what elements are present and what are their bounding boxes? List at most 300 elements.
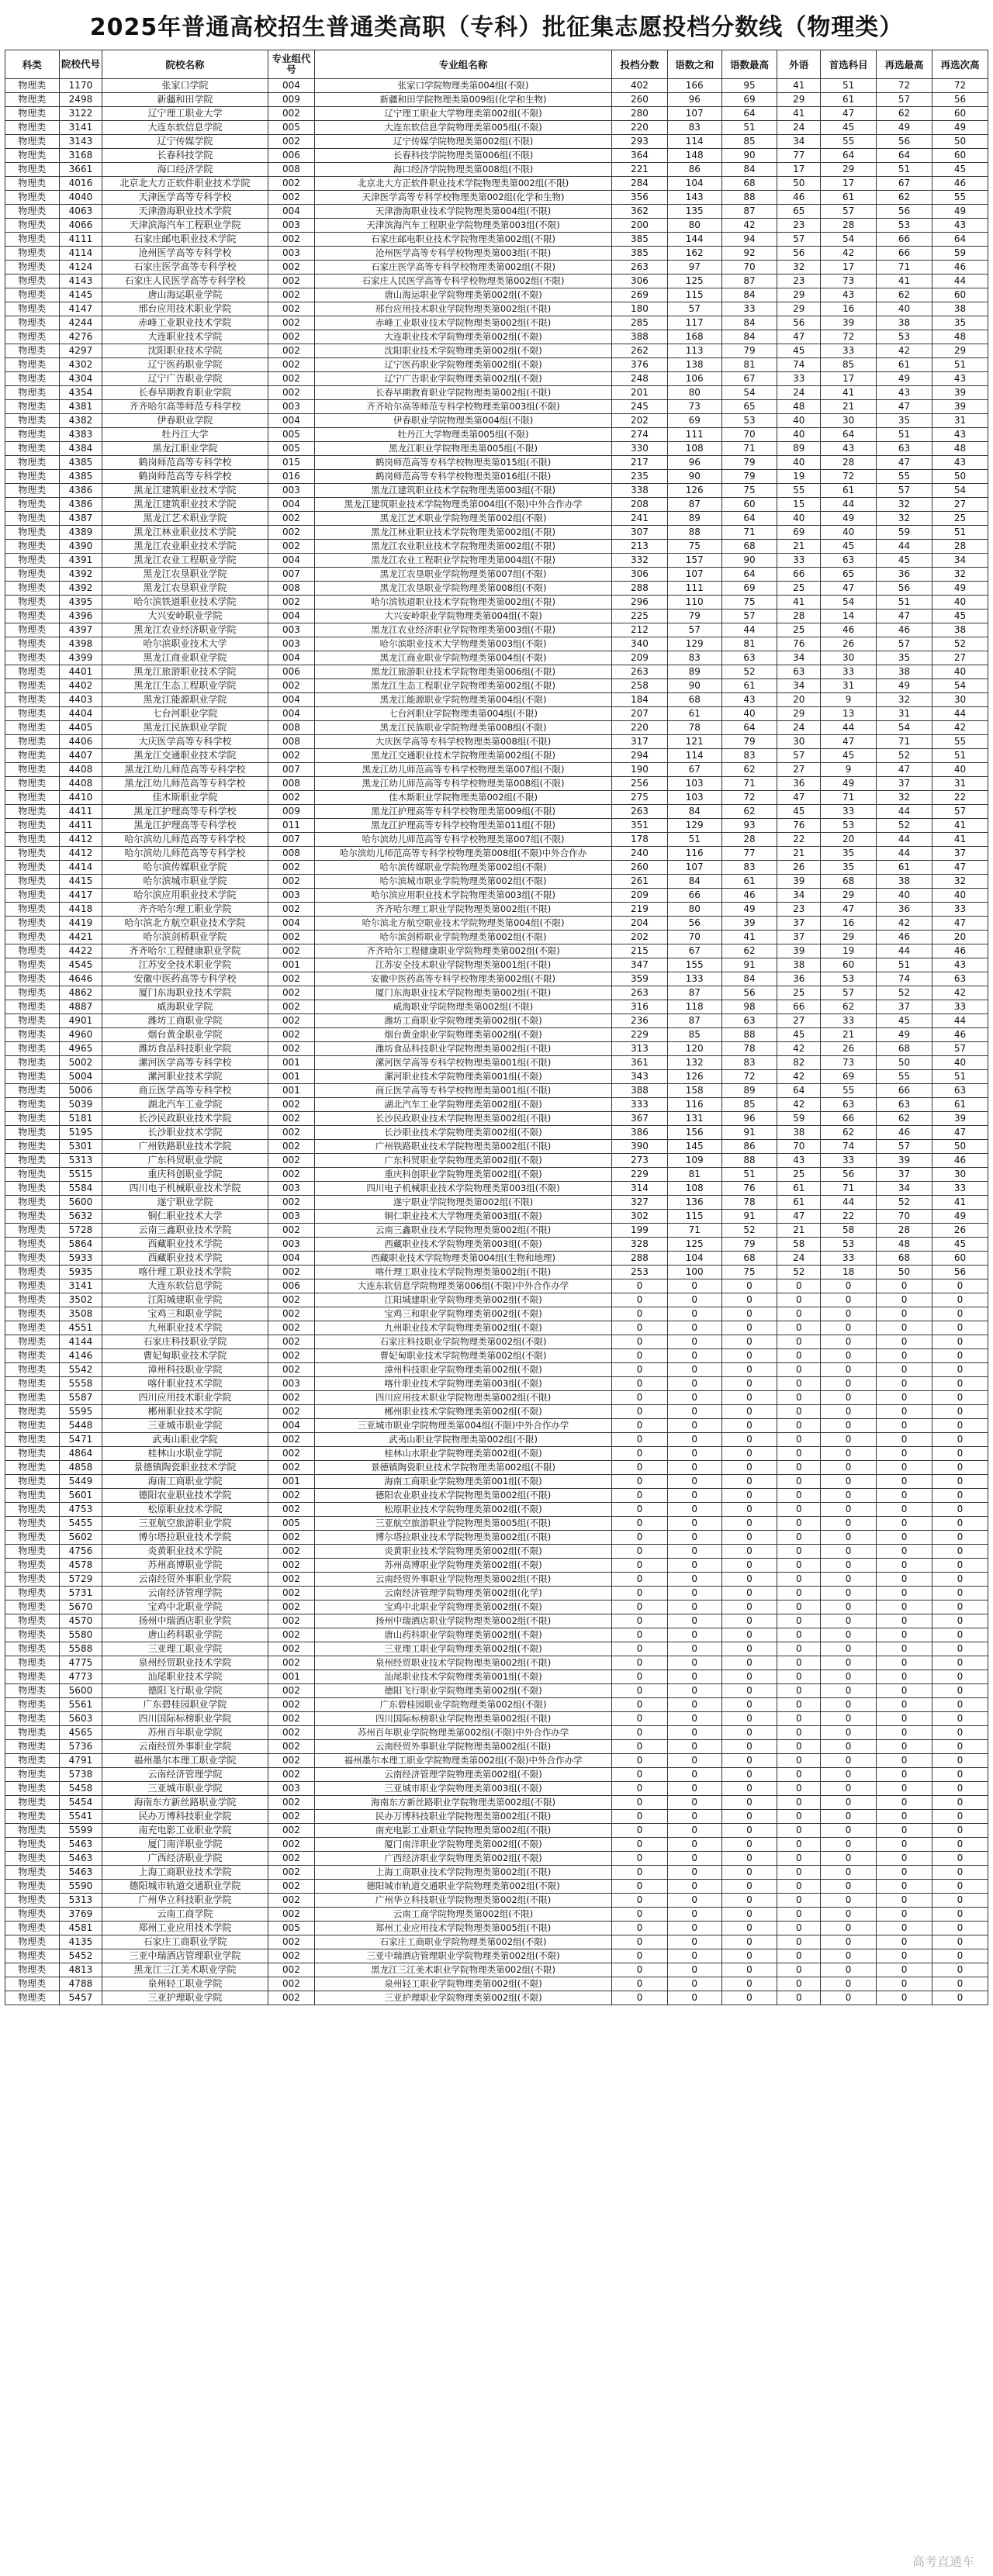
cell-score: 215 xyxy=(611,944,667,958)
cell-primary-subject: 49 xyxy=(821,512,877,526)
cell-elective-second: 44 xyxy=(932,275,988,288)
cell-chn-math-max: 0 xyxy=(721,1782,777,1796)
cell-elective-second: 28 xyxy=(932,540,988,554)
cell-subject: 物理类 xyxy=(5,1349,60,1363)
cell-school-name: 大连东软信息学院 xyxy=(102,1279,268,1293)
cell-primary-subject: 33 xyxy=(821,344,877,358)
cell-chn-math-sum: 57 xyxy=(667,623,721,637)
cell-school-name: 景德镇陶瓷职业技术学院 xyxy=(102,1461,268,1475)
cell-school-name: 云南经贸外事职业学院 xyxy=(102,1740,268,1754)
cell-elective-max: 32 xyxy=(877,693,932,707)
table-row xyxy=(5,1238,988,1252)
cell-elective-max: 42 xyxy=(877,917,932,931)
cell-score: 0 xyxy=(611,1977,667,1991)
cell-subject: 物理类 xyxy=(5,1614,60,1628)
cell-subject: 物理类 xyxy=(5,358,60,372)
cell-group-code: 002 xyxy=(268,1126,314,1140)
cell-group-code: 003 xyxy=(268,1238,314,1252)
table-row xyxy=(5,986,988,1000)
cell-elective-second: 48 xyxy=(932,330,988,344)
cell-school-name: 重庆科创职业学院 xyxy=(102,1168,268,1182)
cell-primary-subject: 69 xyxy=(821,1070,877,1084)
cell-school-code: 4965 xyxy=(59,1042,102,1056)
cell-chn-math-sum: 86 xyxy=(667,163,721,177)
cell-foreign-lang: 0 xyxy=(777,1684,821,1698)
cell-score: 204 xyxy=(611,917,667,931)
cell-school-code: 5452 xyxy=(59,1949,102,1963)
cell-group-code: 002 xyxy=(268,1796,314,1810)
table-row xyxy=(5,651,988,665)
cell-chn-math-max: 42 xyxy=(721,219,777,233)
table-row xyxy=(5,819,988,833)
cell-chn-math-max: 0 xyxy=(721,1963,777,1977)
cell-primary-subject: 16 xyxy=(821,302,877,316)
cell-school-name: 广东碧桂园职业学院 xyxy=(102,1698,268,1712)
cell-school-name: 齐齐哈尔理工职业学院 xyxy=(102,903,268,917)
table-row xyxy=(5,247,988,261)
cell-elective-second: 0 xyxy=(932,1838,988,1852)
cell-score: 0 xyxy=(611,1796,667,1810)
cell-group-name: 唐山海运职业学院物理类第002组(不限) xyxy=(315,288,612,302)
header-chn-math-sum: 语数之和 xyxy=(667,50,721,79)
cell-subject: 物理类 xyxy=(5,1810,60,1824)
cell-elective-second: 0 xyxy=(932,1363,988,1377)
cell-primary-subject: 63 xyxy=(821,1098,877,1112)
table-row xyxy=(5,1014,988,1028)
table-row xyxy=(5,1880,988,1894)
header-foreign-lang: 外语 xyxy=(777,50,821,79)
cell-chn-math-max: 83 xyxy=(721,1056,777,1070)
cell-chn-math-sum: 0 xyxy=(667,1517,721,1531)
cell-school-name: 安徽中医药高等专科学校 xyxy=(102,972,268,986)
table-row xyxy=(5,149,988,163)
cell-group-name: 三亚理工职业学院物理类第002组(不限) xyxy=(315,1642,612,1656)
cell-school-code: 3122 xyxy=(59,107,102,121)
cell-score: 263 xyxy=(611,261,667,275)
cell-group-code: 002 xyxy=(268,1531,314,1545)
cell-chn-math-max: 79 xyxy=(721,344,777,358)
table-row xyxy=(5,512,988,526)
cell-foreign-lang: 0 xyxy=(777,1810,821,1824)
cell-elective-second: 0 xyxy=(932,1698,988,1712)
cell-chn-math-max: 0 xyxy=(721,1949,777,1963)
cell-score: 317 xyxy=(611,735,667,749)
table-row xyxy=(5,316,988,330)
cell-primary-subject: 0 xyxy=(821,1754,877,1768)
cell-group-name: 辽宁医药职业学院物理类第002组(不限) xyxy=(315,358,612,372)
cell-foreign-lang: 47 xyxy=(777,1210,821,1224)
cell-foreign-lang: 0 xyxy=(777,1559,821,1573)
cell-chn-math-max: 0 xyxy=(721,1698,777,1712)
cell-group-code: 005 xyxy=(268,442,314,456)
cell-chn-math-max: 81 xyxy=(721,358,777,372)
cell-primary-subject: 0 xyxy=(821,1642,877,1656)
cell-score: 190 xyxy=(611,763,667,777)
cell-school-code: 3141 xyxy=(59,1279,102,1293)
cell-elective-max: 46 xyxy=(877,1126,932,1140)
cell-elective-max: 0 xyxy=(877,1977,932,1991)
cell-chn-math-sum: 0 xyxy=(667,1810,721,1824)
cell-elective-max: 0 xyxy=(877,1573,932,1587)
cell-elective-second: 43 xyxy=(932,372,988,386)
cell-group-name: 江阳城建职业学院物理类第002组(不限) xyxy=(315,1293,612,1307)
cell-chn-math-max: 0 xyxy=(721,1656,777,1670)
cell-elective-second: 29 xyxy=(932,344,988,358)
cell-chn-math-sum: 0 xyxy=(667,1670,721,1684)
cell-subject: 物理类 xyxy=(5,121,60,135)
cell-score: 0 xyxy=(611,1279,667,1293)
cell-elective-second: 0 xyxy=(932,1656,988,1670)
cell-chn-math-sum: 0 xyxy=(667,1852,721,1866)
cell-school-name: 哈尔滨城市职业学院 xyxy=(102,875,268,889)
cell-score: 376 xyxy=(611,358,667,372)
cell-elective-max: 62 xyxy=(877,191,932,205)
cell-elective-second: 33 xyxy=(932,903,988,917)
cell-primary-subject: 62 xyxy=(821,1126,877,1140)
cell-subject: 物理类 xyxy=(5,1084,60,1098)
cell-elective-second: 0 xyxy=(932,1894,988,1908)
cell-primary-subject: 63 xyxy=(821,554,877,568)
cell-foreign-lang: 66 xyxy=(777,1000,821,1014)
cell-elective-second: 0 xyxy=(932,1503,988,1517)
cell-school-code: 4396 xyxy=(59,609,102,623)
cell-subject: 物理类 xyxy=(5,596,60,609)
cell-chn-math-sum: 144 xyxy=(667,233,721,247)
cell-chn-math-max: 0 xyxy=(721,1573,777,1587)
cell-school-code: 5933 xyxy=(59,1252,102,1266)
cell-school-code: 4398 xyxy=(59,637,102,651)
table-row xyxy=(5,889,988,903)
cell-elective-second: 0 xyxy=(932,1908,988,1922)
header-school-name: 院校名称 xyxy=(102,50,268,79)
cell-school-name: 黑龙江幼儿师范高等专科学校 xyxy=(102,763,268,777)
cell-subject: 物理类 xyxy=(5,1307,60,1321)
cell-score: 327 xyxy=(611,1196,667,1210)
cell-elective-second: 42 xyxy=(932,986,988,1000)
cell-chn-math-max: 28 xyxy=(721,833,777,847)
table-row xyxy=(5,1977,988,1991)
cell-elective-max: 37 xyxy=(877,1168,932,1182)
cell-subject: 物理类 xyxy=(5,1726,60,1740)
cell-chn-math-max: 75 xyxy=(721,484,777,498)
cell-subject: 物理类 xyxy=(5,1056,60,1070)
cell-score: 220 xyxy=(611,121,667,135)
cell-foreign-lang: 0 xyxy=(777,1433,821,1447)
cell-score: 209 xyxy=(611,889,667,903)
table-row xyxy=(5,1335,988,1349)
cell-foreign-lang: 0 xyxy=(777,1307,821,1321)
cell-foreign-lang: 43 xyxy=(777,1154,821,1168)
cell-primary-subject: 20 xyxy=(821,833,877,847)
cell-group-name: 辽宁传媒学院物理类第002组(不限) xyxy=(315,135,612,149)
cell-subject: 物理类 xyxy=(5,442,60,456)
cell-primary-subject: 0 xyxy=(821,1447,877,1461)
cell-chn-math-sum: 103 xyxy=(667,777,721,791)
cell-primary-subject: 0 xyxy=(821,1628,877,1642)
cell-elective-max: 0 xyxy=(877,1963,932,1977)
cell-foreign-lang: 59 xyxy=(777,1112,821,1126)
cell-score: 0 xyxy=(611,1531,667,1545)
table-row xyxy=(5,1377,988,1391)
table-row xyxy=(5,1531,988,1545)
cell-group-name: 海口经济学院物理类第008组(不限) xyxy=(315,163,612,177)
cell-primary-subject: 44 xyxy=(821,1196,877,1210)
cell-school-name: 伊春职业学院 xyxy=(102,414,268,428)
cell-chn-math-sum: 120 xyxy=(667,1042,721,1056)
cell-elective-second: 0 xyxy=(932,1768,988,1782)
cell-elective-second: 0 xyxy=(932,1977,988,1991)
cell-elective-second: 46 xyxy=(932,944,988,958)
cell-elective-second: 0 xyxy=(932,1866,988,1880)
cell-subject: 物理类 xyxy=(5,1698,60,1712)
cell-group-code: 001 xyxy=(268,1084,314,1098)
cell-score: 0 xyxy=(611,1935,667,1949)
cell-group-name: 鹤岗师范高等专科学校物理类第015组(不限) xyxy=(315,456,612,470)
cell-chn-math-max: 88 xyxy=(721,191,777,205)
cell-chn-math-sum: 135 xyxy=(667,205,721,219)
cell-foreign-lang: 0 xyxy=(777,1628,821,1642)
cell-foreign-lang: 28 xyxy=(777,609,821,623)
cell-group-name: 云南经济管理学院物理类第002组(化学) xyxy=(315,1587,612,1601)
cell-group-name: 大连东软信息学院物理类第005组(不限) xyxy=(315,121,612,135)
cell-subject: 物理类 xyxy=(5,1768,60,1782)
cell-group-name: 四川应用技术职业学院物理类第002组(不限) xyxy=(315,1391,612,1405)
cell-score: 201 xyxy=(611,386,667,400)
cell-group-code: 002 xyxy=(268,1852,314,1866)
cell-foreign-lang: 27 xyxy=(777,1014,821,1028)
cell-primary-subject: 0 xyxy=(821,1935,877,1949)
table-row xyxy=(5,1782,988,1796)
cell-score: 260 xyxy=(611,93,667,107)
cell-chn-math-sum: 89 xyxy=(667,665,721,679)
cell-chn-math-sum: 80 xyxy=(667,219,721,233)
cell-subject: 物理类 xyxy=(5,135,60,149)
cell-subject: 物理类 xyxy=(5,889,60,903)
cell-elective-max: 0 xyxy=(877,1433,932,1447)
table-row xyxy=(5,1084,988,1098)
cell-elective-max: 56 xyxy=(877,135,932,149)
cell-school-code: 4016 xyxy=(59,177,102,191)
cell-elective-second: 0 xyxy=(932,1279,988,1293)
cell-primary-subject: 22 xyxy=(821,1210,877,1224)
cell-school-code: 5590 xyxy=(59,1880,102,1894)
cell-primary-subject: 0 xyxy=(821,1391,877,1405)
cell-foreign-lang: 37 xyxy=(777,917,821,931)
cell-chn-math-sum: 107 xyxy=(667,568,721,582)
cell-elective-second: 72 xyxy=(932,79,988,93)
cell-chn-math-sum: 0 xyxy=(667,1391,721,1405)
cell-school-name: 桂林山水职业学院 xyxy=(102,1447,268,1461)
cell-score: 0 xyxy=(611,1391,667,1405)
cell-school-name: 南充电影工业职业学院 xyxy=(102,1824,268,1838)
table-row xyxy=(5,1433,988,1447)
cell-chn-math-sum: 0 xyxy=(667,1279,721,1293)
cell-foreign-lang: 0 xyxy=(777,1503,821,1517)
cell-school-name: 黑龙江交通职业技术学院 xyxy=(102,749,268,763)
cell-group-name: 潍坊工商职业学院物理类第002组(不限) xyxy=(315,1014,612,1028)
table-row xyxy=(5,1866,988,1880)
cell-school-code: 5588 xyxy=(59,1642,102,1656)
table-row xyxy=(5,1517,988,1531)
cell-foreign-lang: 52 xyxy=(777,1266,821,1279)
cell-chn-math-sum: 109 xyxy=(667,1154,721,1168)
cell-chn-math-sum: 136 xyxy=(667,1196,721,1210)
cell-chn-math-max: 61 xyxy=(721,875,777,889)
header-group-code: 专业组代号 xyxy=(268,50,314,79)
cell-foreign-lang: 20 xyxy=(777,693,821,707)
cell-group-code: 003 xyxy=(268,1782,314,1796)
cell-elective-max: 35 xyxy=(877,651,932,665)
cell-school-name: 潍坊食品科技职业学院 xyxy=(102,1042,268,1056)
cell-subject: 物理类 xyxy=(5,512,60,526)
cell-subject: 物理类 xyxy=(5,1935,60,1949)
table-row xyxy=(5,693,988,707)
cell-primary-subject: 0 xyxy=(821,1810,877,1824)
cell-chn-math-sum: 69 xyxy=(667,414,721,428)
cell-group-code: 002 xyxy=(268,1740,314,1754)
cell-group-code: 015 xyxy=(268,456,314,470)
cell-school-name: 黑龙江农垦职业学院 xyxy=(102,568,268,582)
cell-school-name: 厦门东海职业技术学院 xyxy=(102,986,268,1000)
cell-score: 263 xyxy=(611,665,667,679)
table-row xyxy=(5,1628,988,1642)
cell-elective-second: 40 xyxy=(932,665,988,679)
cell-score: 225 xyxy=(611,609,667,623)
table-row xyxy=(5,1266,988,1279)
cell-elective-second: 41 xyxy=(932,819,988,833)
cell-school-code: 5181 xyxy=(59,1112,102,1126)
cell-foreign-lang: 0 xyxy=(777,1321,821,1335)
cell-school-name: 辽宁理工职业大学 xyxy=(102,107,268,121)
table-row xyxy=(5,302,988,316)
table-row xyxy=(5,763,988,777)
cell-elective-second: 46 xyxy=(932,261,988,275)
cell-group-name: 三亚城市职业学院物理类第003组(不限) xyxy=(315,1782,612,1796)
table-row xyxy=(5,414,988,428)
cell-group-name: 德阳农业职业技术学院物理类第002组(不限) xyxy=(315,1489,612,1503)
cell-group-name: 张家口学院物理类第004组(不限) xyxy=(315,79,612,93)
cell-chn-math-max: 43 xyxy=(721,693,777,707)
cell-group-name: 云南经贸外事职业学院物理类第002组(不限) xyxy=(315,1740,612,1754)
cell-foreign-lang: 37 xyxy=(777,931,821,944)
cell-elective-max: 49 xyxy=(877,679,932,693)
cell-foreign-lang: 0 xyxy=(777,1740,821,1754)
cell-group-code: 002 xyxy=(268,1684,314,1698)
cell-elective-max: 0 xyxy=(877,1838,932,1852)
cell-chn-math-sum: 166 xyxy=(667,79,721,93)
table-row xyxy=(5,1321,988,1335)
cell-school-code: 4545 xyxy=(59,958,102,972)
cell-foreign-lang: 0 xyxy=(777,1796,821,1810)
cell-school-code: 5561 xyxy=(59,1698,102,1712)
table-row xyxy=(5,1935,988,1949)
table-row xyxy=(5,805,988,819)
cell-elective-max: 48 xyxy=(877,1238,932,1252)
cell-subject: 物理类 xyxy=(5,1531,60,1545)
cell-group-name: 齐齐哈尔高等师范专科学校物理类第003组(不限) xyxy=(315,400,612,414)
cell-group-code: 003 xyxy=(268,1182,314,1196)
cell-primary-subject: 26 xyxy=(821,637,877,651)
cell-chn-math-sum: 0 xyxy=(667,1698,721,1712)
cell-foreign-lang: 25 xyxy=(777,582,821,596)
header-primary-subject: 首选科目 xyxy=(821,50,877,79)
cell-chn-math-sum: 148 xyxy=(667,149,721,163)
cell-score: 284 xyxy=(611,177,667,191)
cell-elective-second: 0 xyxy=(932,1852,988,1866)
cell-chn-math-max: 0 xyxy=(721,1810,777,1824)
cell-chn-math-max: 0 xyxy=(721,1768,777,1782)
cell-primary-subject: 0 xyxy=(821,1335,877,1349)
cell-group-code: 002 xyxy=(268,972,314,986)
cell-primary-subject: 68 xyxy=(821,875,877,889)
cell-chn-math-sum: 90 xyxy=(667,679,721,693)
cell-group-code: 002 xyxy=(268,596,314,609)
cell-elective-max: 0 xyxy=(877,1545,932,1559)
cell-school-code: 4551 xyxy=(59,1321,102,1335)
cell-school-name: 云南经济管理学院 xyxy=(102,1587,268,1601)
cell-elective-second: 39 xyxy=(932,400,988,414)
cell-primary-subject: 26 xyxy=(821,1042,877,1056)
cell-school-code: 4276 xyxy=(59,330,102,344)
cell-school-name: 德阳农业职业技术学院 xyxy=(102,1489,268,1503)
cell-elective-second: 47 xyxy=(932,1126,988,1140)
cell-primary-subject: 65 xyxy=(821,568,877,582)
header-school-code: 院校代号 xyxy=(59,50,102,79)
cell-primary-subject: 57 xyxy=(821,986,877,1000)
cell-group-name: 长沙民政职业技术学院物理类第002组(不限) xyxy=(315,1112,612,1126)
table-row xyxy=(5,1810,988,1824)
cell-chn-math-sum: 115 xyxy=(667,288,721,302)
cell-school-name: 商丘医学高等专科学校 xyxy=(102,1084,268,1098)
cell-elective-second: 0 xyxy=(932,1796,988,1810)
table-row xyxy=(5,1307,988,1321)
cell-group-code: 001 xyxy=(268,1475,314,1489)
cell-subject: 物理类 xyxy=(5,763,60,777)
cell-group-code: 004 xyxy=(268,707,314,721)
cell-elective-second: 43 xyxy=(932,428,988,442)
cell-chn-math-sum: 0 xyxy=(667,1740,721,1754)
cell-elective-second: 49 xyxy=(932,121,988,135)
cell-score: 202 xyxy=(611,931,667,944)
table-row xyxy=(5,1154,988,1168)
cell-elective-second: 0 xyxy=(932,1405,988,1419)
cell-elective-second: 56 xyxy=(932,1266,988,1279)
cell-elective-second: 0 xyxy=(932,1963,988,1977)
cell-chn-math-sum: 61 xyxy=(667,707,721,721)
cell-chn-math-max: 62 xyxy=(721,763,777,777)
cell-score: 313 xyxy=(611,1042,667,1056)
cell-school-code: 5729 xyxy=(59,1573,102,1587)
cell-chn-math-sum: 133 xyxy=(667,972,721,986)
cell-group-name: 哈尔滨幼儿师范高等专科学校物理类第007组(不限) xyxy=(315,833,612,847)
cell-school-name: 烟台黄金职业学院 xyxy=(102,1028,268,1042)
cell-subject: 物理类 xyxy=(5,819,60,833)
cell-chn-math-sum: 0 xyxy=(667,1684,721,1698)
cell-primary-subject: 28 xyxy=(821,219,877,233)
cell-group-name: 三亚护理职业学院物理类第002组(不限) xyxy=(315,1991,612,2005)
cell-group-code: 002 xyxy=(268,1335,314,1349)
cell-group-name: 湖北汽车工业学院物理类第002组(不限) xyxy=(315,1098,612,1112)
cell-group-code: 005 xyxy=(268,1517,314,1531)
cell-school-code: 4389 xyxy=(59,526,102,540)
cell-group-name: 邢台应用技术职业学院物理类第002组(不限) xyxy=(315,302,612,316)
cell-primary-subject: 0 xyxy=(821,1377,877,1391)
cell-foreign-lang: 0 xyxy=(777,1963,821,1977)
cell-primary-subject: 61 xyxy=(821,191,877,205)
cell-school-code: 4135 xyxy=(59,1935,102,1949)
cell-subject: 物理类 xyxy=(5,526,60,540)
cell-elective-second: 37 xyxy=(932,847,988,861)
